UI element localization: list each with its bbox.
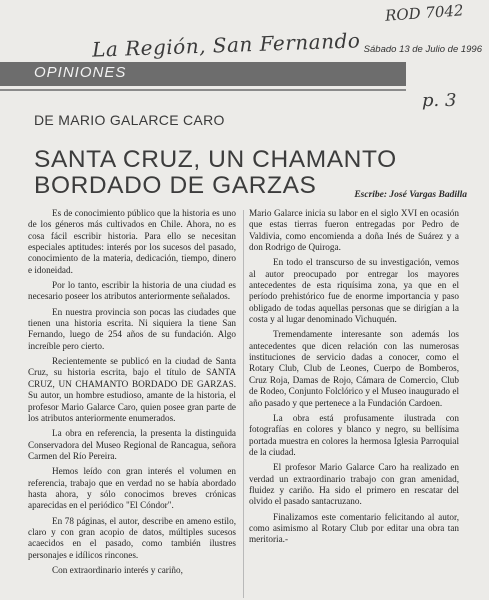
section-label: OPINIONES	[34, 64, 127, 81]
paragraph: Recientemente se publicó en la ciudad de Santa Cruz, su historia escrita, bajo el título de SANTA CRUZ, UN CHAMANTO BORDADO DE GARZAS. Su autor, un hombre estudioso, amante de la historia, el profesor Mario Galarce Caro, quien posee gran parte de los atributos anteriormente enumerados.	[28, 356, 236, 423]
handwritten-page-number: p. 3	[422, 90, 457, 111]
dateline: Sábado 13 de Julio de 1996	[363, 44, 482, 55]
paragraph: El profesor Mario Galarce Caro ha realizado en verdad un extraordinario trabajo con gran amenidad, fluidez y cariño. Ha sido el primero en rescatar del olvido el pasado santacruzano.	[249, 462, 459, 507]
paragraph: La obra en referencia, la presenta la distinguida Conservadora del Museo Regional de Rancagua, señora Carmen del Río Pereira.	[28, 428, 236, 461]
article-column-right	[249, 208, 459, 550]
paragraph: En 78 páginas, el autor, describe en ameno estilo, claro y con gran acopio de datos, múltiples sucesos acaecidos en el pasado, como también ilustres personajes e idílicos rincones.	[28, 515, 236, 560]
paragraph: Es de conocimiento público que la historia es uno de los géneros más cultivados en Chile. Ahora, no es cosa fácil escribir historia. Para ello se necesitan especiales aptitudes: interés por los sucesos del pasado, conocimiento de la materia, dedicación, tiempo, dinero e idoneidad.	[28, 208, 236, 275]
paragraph: Con extraordinario interés y cariño,	[52, 564, 183, 575]
paragraph: En todo el transcurso de su investigación, vemos al autor preocupado por entregar los mayores antecedentes de esta riquísima zona, ya que en el período prehistórico fue de enorme importancia y paso obligado de todas aquellas personas que se dirigían a la costa y al lugar denominado Vichuquén.	[249, 257, 459, 325]
column-divider	[243, 210, 244, 598]
paragraph: Hemos leído con gran interés el volumen en referencia, trabajo que en verdad no se había abordado hasta ahora, y sólo conocimos breves crónicas aparecidas en el periódico "El Cóndor".	[28, 466, 236, 511]
author-credit: Escribe: José Vargas Badilla	[354, 190, 467, 200]
paragraph-continuation: Mario Galarce inicia su labor en el siglo XVI en ocasión que estas tierras fueron entregadas por Pedro de Valdivia, como encomienda a doña Inés de Suárez y a don Rodrigo de Quiroga.	[249, 208, 459, 253]
paragraph: Finalizamos este comentario felicitando al autor, como asimismo al Rotary Club por editar una obra tan meritoria.-	[249, 511, 459, 545]
handwritten-source-note: La Región, San Fernando	[91, 28, 361, 62]
headline: SANTA CRUZ, UN CHAMANTO BORDADO DE GARZAS	[34, 146, 397, 200]
paragraph: Tremendamente interesante son además los antecedentes que dicen relación con las numerosas instituciones de servicio dadas a conocer, como el Rotary Club, Club de Leones, Cuerpo de Bomberos, Cruz Roja, Damas de Rojo, Cámara de Comercio, Club de Rodeo, Conjunto Folclórico y el Museo inaugurado el año pasado y que pertenece a la Fundación Cardoen.	[249, 329, 459, 408]
handwritten-archive-code: ROD 7042	[384, 1, 465, 25]
section-rule	[0, 89, 406, 91]
paragraph: La obra está profusamente ilustrada con fotografías en colores y blanco y negro, su bellísima portada muestra en colores la hermosa Iglesia Parroquial de la ciudad.	[249, 412, 459, 457]
byline: DE MARIO GALARCE CARO	[34, 112, 225, 128]
paragraph: En nuestra provincia son pocas las ciudades que tienen una historia escrita. Ni siquiera la tiene San Fernando, luego de 254 años de su fundación. Algo increíble pero cierto.	[28, 306, 236, 351]
paragraph: Por lo tanto, escribir la historia de una ciudad es necesario poseer los atributos anteriormente señalados.	[28, 280, 236, 302]
article-column-left	[28, 208, 236, 580]
